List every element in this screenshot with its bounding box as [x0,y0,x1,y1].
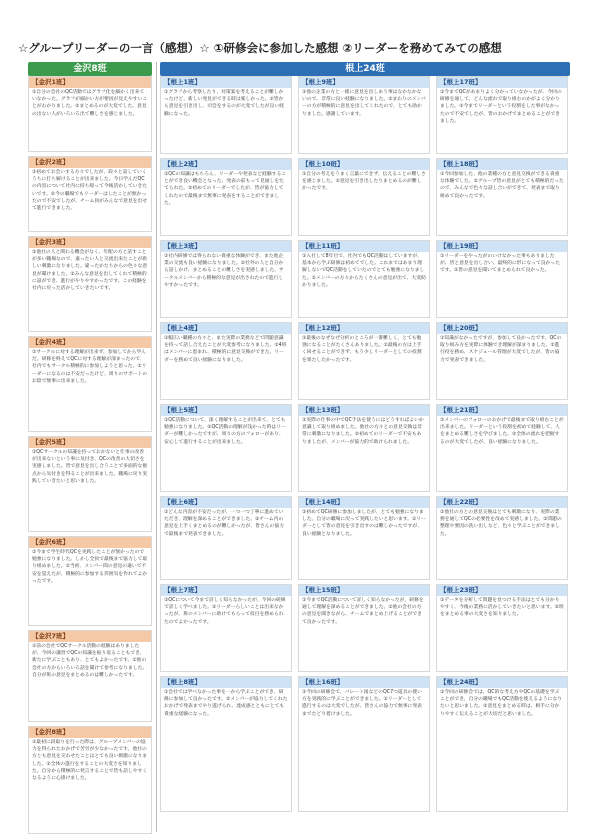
right-group-text: ①QC活動について、深く理解することが出来て、とても勉強になりました。②QC活動の理解が浅かった時はリーダーが難しかったですが、周りの方のフォローがあり、安心して進行することが出来ました。 [164,418,286,445]
right-group-card [298,676,430,812]
left-group-card [28,76,152,152]
left-group-card [28,536,152,626]
left-group-heading: 【金沢3班】 [29,237,151,248]
right-group-card [436,496,568,580]
right-group-heading: 【根上19班】 [437,241,567,252]
banner-right: 根上24班 [160,62,570,76]
right-group-card [160,322,292,400]
right-group-heading: 【根上9班】 [299,77,429,88]
right-group-text: ①どんな内容が不安だったが、一つ一つ丁寧に進めていただき、理解を深めることができました。②チーム内の意見を上手くまとめるのが難しかったが、皆さんの協力で最後まで発表できました。 [164,510,284,537]
right-group-text: ①最後のなぜなぜ分析のところが一番難しく、とても勉強になることがたくさんありました。②最後の方は上手く回せることができず、もう少しリーダーとしての役割を果たしたかったです。 [302,336,422,363]
left-group-text: ①最初に段取りを行った際は、グループメンバーの協力を得られたおかげで苦労が少なかったです。他社の方とも意見を交わせたことはとても良い刺激になりました。②全体の進行をすることの大変さを知りました。自分から積極的に発言することで皆も話しやすくなるように心掛けました。 [32,740,148,782]
right-group-text: ①今回の研修会で、パレート図などのQC7つ道具の使い方を実践的に学ぶことができました。②リーダーとして進行するのは大変でしたが、皆さんの協力で無事に発表までたどり着けました。 [302,690,422,717]
right-group-card [436,676,568,812]
right-group-heading: 【根上13班】 [299,405,429,416]
left-group-text: ①他社の人と関わる機会がなく、年配の方と話すことが多い職場なので、違ったい人と交流出来たことが新しい刺激になりました。違ったかたちからの色々な意見が聞けました。②みんな意見を出してくれて積極的に話ができ、進行がやりやすかったです。この経験を社内に戻った活かしていきたいです。 [32,250,148,292]
right-group-text: ①今回参加した、他の業種の方と意見交換ができる貴重な体験でした。②グループ皆の意見がとても積極的だったので、みんなで色々な話し合いができて、発表まで取り組めて良かったです。 [440,172,564,199]
right-group-heading: 【根上5班】 [161,405,291,416]
right-group-heading: 【根上3班】 [161,241,291,252]
right-group-card [298,76,430,154]
right-group-card [298,584,430,672]
left-group-heading: 【金沢8班】 [29,727,151,738]
right-group-heading: 【根上11班】 [299,241,429,252]
left-group-card [28,726,152,834]
left-group-text: ①サークルに対する理解が出来ず、参加してから学んだ。研修を終えてQCに対する理解が深まったので、社内でもサークル積極的に参加しようと思った。②リーダーになるのは不安だったけど、周りのサポートのお陰で無事に出来ました。 [32,350,148,384]
right-group-text: ①QCの知識はもちろん、リーダーや発表など経験することができ良い機会となった。発表の前もって見通しをたてられた。②初めてのリーダーでしたが、皆が協力してくれたので最後まで無事に発表をすることができました。 [164,172,287,206]
right-group-text: ①今までQC活動について詳しく知らなかったが、研修を通して理解を深めることができました。②他の会社の方の意見を聞きながら、チームでまとめ上げることができて良かったです。 [302,598,424,625]
right-group-card [298,496,430,580]
left-group-card [28,436,152,532]
left-group-card [28,236,152,332]
banner-left: 金沢8班 [28,62,152,76]
right-group-heading: 【根上24班】 [437,677,567,688]
right-group-heading: 【根上15班】 [299,585,429,596]
left-group-heading: 【金沢2班】 [29,157,151,168]
right-group-card [298,404,430,492]
left-group-heading: 【金沢4班】 [29,337,151,348]
column-divider [156,62,157,832]
left-group-heading: 【金沢5班】 [29,437,151,448]
right-group-text: ①実際の仕事の中でQC手法を使うにはどうすればよいか意識して取り組めました。他社の方々との意見交換は非常に刺激になりました。②初めてのリーダーで不安もありましたが、メンバーが協力的で助けられました。 [302,418,424,445]
right-group-text: ①QCについて今まで詳しく知らなかったが、今回の研修で詳しく学べました。②リーダーらしいことは出来なかったが、班のメンバーに助けてもらって役目を務められたのでよかったです。 [164,598,286,625]
right-group-heading: 【根上10班】 [299,159,429,170]
right-group-heading: 【根上7班】 [161,585,291,596]
right-group-heading: 【根上12班】 [299,323,429,334]
right-group-heading: 【根上21班】 [437,405,567,416]
right-group-heading: 【根上23班】 [437,585,567,596]
right-group-text: ①データを分析して問題を見つける手法はとても分かりやすく、今後の業務に活かしていきたいと思います。②班をまとめる事の大変さを知りました。 [440,598,564,618]
right-group-card [298,240,430,318]
right-group-text: ①幅広い職種の方々と、また実際の業務などで問題意識を持って話し合えたことが大変参考になりました。②4班はメンバーに恵まれ、積極的に意見交換ができた。リーダーを務めて良い経験になりました。 [164,336,287,363]
left-group-text: ①今まで学生時代QCを実践したことが無かったので勉強になりました。しかし全員で最後まで協力して取り組めました。②当初、メンバー間の意見の違いで不安を覚えたが、積極的に参加する雰囲気を作れてよかったです。 [32,550,148,584]
left-group-card [28,630,152,722]
right-group-text: ①他の企業の方と一緒に意見を出しあう事はなかなかないので、非常に良い経験になりました。②まわりのメンバーの方が積極的に意見を出してくれたので、とても助かりました。感謝しています。 [302,90,426,117]
left-group-heading: 【金沢7班】 [29,631,151,642]
left-group-heading: 【金沢1班】 [29,77,151,88]
right-group-card [160,240,292,318]
page-title-text: ☆グループリーダーの一言（感想）☆ ①研修会に参加した感想 ②リーダーを務めてみての感想 [18,41,502,55]
right-group-text: ①今回の研修会では、QC的な考え方やQCの基礎を学ぶことができ、自分の職場でもQC活動を使えるようになりたいと思いました。②意見をまとめる時は、相手に分かりやすく伝えることが大切だと思いました。 [440,690,563,717]
right-group-heading: 【根上4班】 [161,323,291,334]
right-group-heading: 【根上16班】 [299,677,429,688]
right-group-text: ①知識がなかったですが、参加して良かったです。QCの取り組み方を実際に体験でき理解が深まりました。②進行役を務め、スケジュール管理が大変でしたが、皆の協力で発表できました。 [440,336,562,363]
right-group-text: ①入社して8年目で、社内でもQC活動はしていますが、基本から学ぶ研修は初めてでした。これまではあまり理解しないでQC活動をしていたのでとても勉強になりました。②メンバーの方々からたくさんの意見が出て、大変助かりました。 [302,254,426,288]
right-group-heading: 【根上14班】 [299,497,429,508]
right-group-heading: 【根上18班】 [437,159,567,170]
right-group-card [436,76,568,154]
right-group-card [160,76,292,154]
right-group-card [298,158,430,236]
left-group-card [28,156,152,232]
right-group-text: ①自分の考えをうまく言葉にできず、伝えることの難しさを感じました。②意見を引き出したりまとめるのが難しかったです。 [302,172,426,192]
right-group-text: ①今までQCがあまりよく分かっていなかったが、今回の研修を通して、どんな流れで取り組むのかがよく分かりました。②今までリーダーという役割をした事がなかったので不安でしたが、皆のおかげでまとめることができました。 [440,90,562,124]
left-group-card [28,336,152,432]
right-group-card [298,322,430,400]
right-group-text: ①社内研修では得られない貴重な体験ができ、また他企業の交流も良い経験になりました。②社外の人と自分から話しかけ、まとめることの難しさを実感しました。サークルメンバーから積極的な意見が出されたので進行しやすかったです。 [164,254,284,288]
right-group-card [436,240,568,318]
right-group-text: ①初めてQC研修に参加しましたが、とても勉強になりました。自分の職場に戻って実践したいと思います。②リーダーとして皆の意見を引き出すのは難しかったですが、良い経験となりました。 [302,510,426,537]
right-group-card [436,158,568,236]
right-group-text: ①グラフから考察したり、対策案を考えることが難しかったけど、新しい発見ができる時は楽しかった。②皆から意見を引き出し、司会をするのが大変でしたが良い経験になった。 [164,90,284,117]
right-group-heading: 【根上8班】 [161,677,291,688]
right-group-text: ①会社では学べなかった事を一から学ぶことができ、研修に参加して良かったです。②メンバーが協力してくれたおかげで発表までやり遂げられ、達成感とともにとても貴重な経験になった。 [164,690,288,717]
right-group-card [160,584,292,672]
right-group-card [160,404,292,492]
right-group-text: ①メンバーのフォローのおかげで最後まで取り組むことが出来ました。リーダーという役割を初めて経験して、人をまとめる難しさを学びました。②全体の流れを把握するのが大変でしたが、良い経験になりました。 [440,418,564,445]
right-group-heading: 【根上1班】 [161,77,291,88]
right-group-card [160,496,292,580]
right-group-heading: 【根上22班】 [437,497,567,508]
left-group-text: ①自分の会社のQC活動ではグラフ化を細かく出来ていなかった。グラフが細かい方が要因が見えやすいことがわかりました。②まとめるのが大変でした。意見の出ない人がいろいろ出て難しさを感じました。 [32,90,148,117]
right-group-card [160,676,292,812]
right-group-card [436,404,568,492]
right-group-card [160,158,292,236]
left-group-text: ①前の会社でQCサークル活動の経験はありましたが、今回の講習でQCの知識を振り返ることもでき、新たに学ぶこともあり、とてもよかったです。②他の会社の方からいろいろ話を聞けて参考になりました。自分が班の意見をまとめるのは難しかったです。 [32,644,148,678]
right-group-heading: 【根上2班】 [161,159,291,170]
right-group-text: ①他社の方との意見交換はとても刺激になり、実際の業務を通してQCの必要性を改めて実感しました。②問題の整理や要因の洗い出しなど、色々と学ぶことができました。 [440,510,562,537]
right-group-heading: 【根上6班】 [161,497,291,508]
right-group-text: ①リーダーをやったがのいけなかった事もありましたが、皆と意見を出し合い、最終的に形になって良かったです。②皆の意見を聞いてまとめられて良かった。 [440,254,560,274]
right-group-card [436,322,568,400]
right-group-heading: 【根上17班】 [437,77,567,88]
left-group-text: ①QCサークルの知識を持っておかないと仕事の改善が出来ないという事に気付き、QCの改善の大切さを実感しました。皆で意見を出し合うことで多面的な視点から気付きを得ることが出来ました。職場に戻り実践していきたいと思いました。 [32,450,148,484]
left-group-text: ①初めてお会いする方々でしたが、段々と話していくうちに打ち解けることが出来ました。今日学んだQCの内容について社内に持ち帰って今後活かしていきたいです。②今の職場でもリーダーはしたことが無かったので不安でしたが、チーム員がみんなで意見を出せて進行できました。 [32,170,148,212]
left-group-heading: 【金沢6班】 [29,537,151,548]
page-title [18,40,578,56]
right-group-heading: 【根上20班】 [437,323,567,334]
right-group-card [436,584,568,672]
